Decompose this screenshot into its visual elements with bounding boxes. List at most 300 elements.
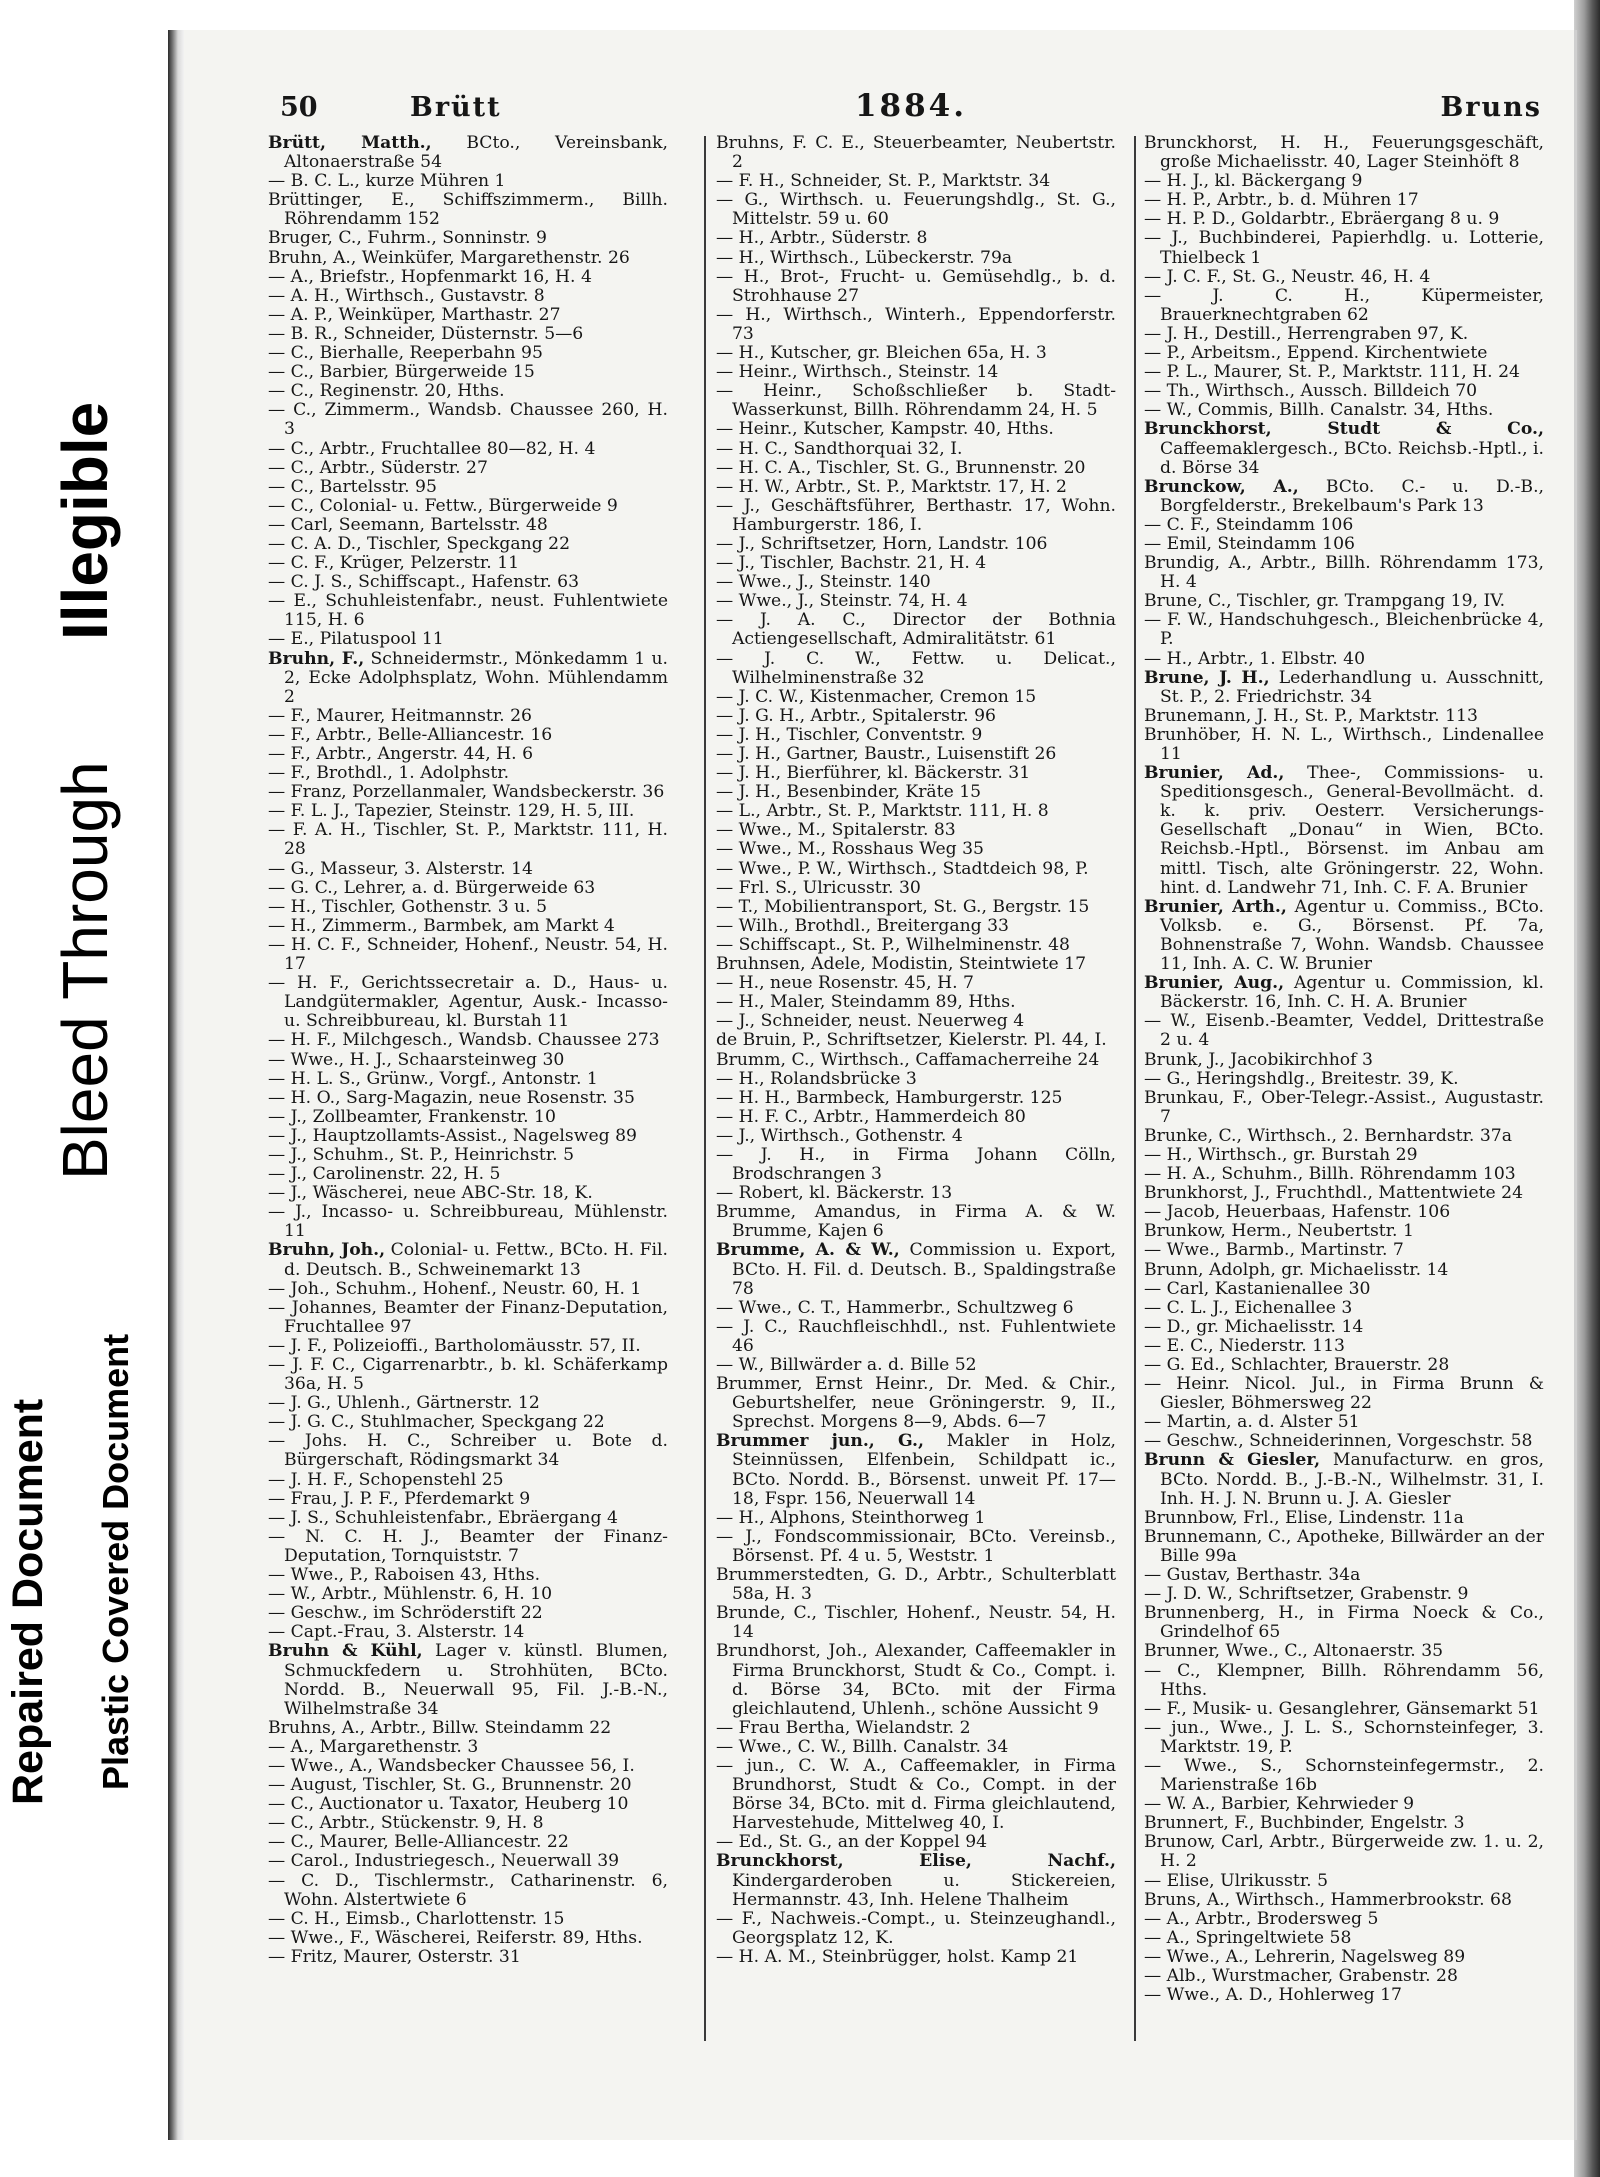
entry-text: — W., Billwärder a. d. Bille 52 bbox=[716, 1355, 977, 1375]
entry-text: BCto. C.- u. D.-B., Borgfelderstr., Brekelbaum's Park 13 bbox=[1160, 476, 1544, 516]
directory-entry bbox=[716, 1127, 1116, 1146]
entry-text: — E. C., Niederstr. 113 bbox=[1144, 1335, 1345, 1356]
directory-entry bbox=[1144, 1719, 1544, 1757]
directory-entry bbox=[268, 306, 668, 325]
entry-text: — F., Arbtr., Angerstr. 44, H. 6 bbox=[268, 744, 534, 764]
column-divider bbox=[1134, 136, 1136, 2041]
entry-text: — Wwe., S., Schornsteinfegermstr., 2. Marienstraße 16b bbox=[1144, 1755, 1544, 1796]
entry-text: — J. S., Schuhleistenfabr., Ebräergang 4 bbox=[268, 1507, 618, 1528]
entry-text: — C., Auctionator u. Taxator, Heuberg 10 bbox=[268, 1794, 629, 1815]
entry-text: — Geschw., Schneiderinnen, Vorgeschstr. 58 bbox=[1144, 1431, 1533, 1452]
entry-text: — H., Maler, Steindamm 89, Hths. bbox=[716, 992, 1016, 1013]
directory-entry bbox=[268, 382, 668, 401]
directory-entry bbox=[716, 172, 1116, 191]
directory-entry bbox=[716, 459, 1116, 478]
entry-text: — J., Schriftsetzer, Horn, Landstr. 106 bbox=[716, 533, 1048, 554]
entry-bold-name: Brunckhorst, Studt & Co., bbox=[1144, 419, 1544, 440]
directory-entry bbox=[268, 1738, 668, 1757]
directory-entry bbox=[268, 459, 668, 478]
entry-text: Brunkhorst, J., Fruchthdl., Mattentwiete 24 bbox=[1144, 1183, 1524, 1204]
directory-entry bbox=[268, 1776, 668, 1795]
directory-entry bbox=[1144, 1872, 1544, 1891]
entry-text: — Wwe., A., Wandsbecker Chaussee 56, I. bbox=[268, 1755, 635, 1776]
directory-entry bbox=[716, 1012, 1116, 1031]
entry-text: — C. A. D., Tischler, Speckgang 22 bbox=[268, 533, 571, 554]
entry-text: Bruhnsen, Adele, Modistin, Steintwiete 17 bbox=[716, 954, 1087, 975]
entry-text: Brundig, A., Arbtr., Billh. Röhrendamm 173, H. 4 bbox=[1144, 553, 1544, 593]
header-year: 1884. bbox=[854, 88, 968, 124]
directory-entry bbox=[716, 707, 1116, 726]
entry-text: — H., Alphons, Steinthorweg 1 bbox=[716, 1507, 986, 1528]
directory-entry bbox=[268, 974, 668, 1031]
directory-entry bbox=[268, 1146, 668, 1165]
directory-entry bbox=[716, 1318, 1116, 1356]
directory-entry bbox=[716, 268, 1116, 306]
entry-text: — C., Bartelsstr. 95 bbox=[268, 476, 437, 497]
directory-entry bbox=[716, 535, 1116, 554]
entry-text: — C., Barbier, Bürgerweide 15 bbox=[268, 362, 535, 383]
directory-entry bbox=[268, 1910, 668, 1929]
entry-text: Bruns, A., Wirthsch., Hammerbrookstr. 68 bbox=[1144, 1889, 1512, 1910]
entry-text: — Carl, Kastanienallee 30 bbox=[1144, 1278, 1371, 1299]
directory-entry bbox=[268, 1070, 668, 1089]
entry-text: — H., Arbtr., 1. Elbstr. 40 bbox=[1144, 648, 1366, 669]
directory-entry bbox=[716, 764, 1116, 783]
entry-bold-name: Brunckow, A., bbox=[1144, 476, 1299, 497]
entry-text: — W., Eisenb.-Beamter, Veddel, Drittestraße 2 u. 4 bbox=[1144, 1011, 1544, 1051]
entry-text: — H., Brot-, Frucht- u. Gemüsehdlg., b. d. Strohhause 27 bbox=[716, 266, 1116, 306]
header-last-name: Bruns bbox=[1440, 92, 1542, 123]
entry-text: — jun., C. W. A., Caffeemakler, in Firma Brundhorst, Studt & Co., Compt. in der Börse 34, BCto. mit d. Firma gleichlautend, Harvestehude, Mittelweg 40, I. bbox=[716, 1755, 1116, 1834]
entry-text: Brunnenberg, H., in Firma Noeck & Co., Grindelhof 65 bbox=[1144, 1603, 1544, 1643]
directory-entry bbox=[716, 745, 1116, 764]
entry-text: — J. F., Polizeioffi., Bartholomäusstr. 57, II. bbox=[268, 1335, 641, 1356]
entry-text: Commission u. Export, BCto. H. Fil. d. Deutsch. B., Spaldingstraße 78 bbox=[732, 1240, 1116, 1299]
directory-entry bbox=[268, 1604, 668, 1623]
directory-entry bbox=[268, 1642, 668, 1718]
directory-entry bbox=[716, 1356, 1116, 1375]
directory-entry bbox=[1144, 516, 1544, 535]
directory-entry bbox=[716, 879, 1116, 898]
entry-bold-name: Bruhn & Kühl, bbox=[268, 1641, 423, 1662]
entry-text: — A. P., Weinküper, Marthastr. 27 bbox=[268, 304, 561, 325]
directory-entry bbox=[1144, 1089, 1544, 1127]
entry-text: — Wwe., J., Steinstr. 74, H. 4 bbox=[716, 591, 968, 612]
entry-text: — Capt.-Frau, 3. Alsterstr. 14 bbox=[268, 1622, 525, 1643]
directory-entry bbox=[1144, 1432, 1544, 1451]
directory-entry bbox=[716, 840, 1116, 859]
directory-column-2 bbox=[716, 134, 1116, 2054]
entry-text: — J. G. C., Stuhlmacher, Speckgang 22 bbox=[268, 1412, 605, 1433]
directory-entry bbox=[716, 1031, 1116, 1050]
entry-text: — Jacob, Heuerbaas, Hafenstr. 106 bbox=[1144, 1202, 1451, 1223]
directory-entry bbox=[1144, 478, 1544, 516]
stamp-repaired-document: Repaired Document bbox=[4, 1398, 52, 1805]
directory-entry bbox=[268, 535, 668, 554]
directory-entry bbox=[716, 573, 1116, 592]
entry-text: — F., Arbtr., Belle-Alliancestr. 16 bbox=[268, 724, 553, 745]
entry-text: — H. P., Arbtr., b. d. Mühren 17 bbox=[1144, 190, 1419, 211]
directory-entry bbox=[268, 1719, 668, 1738]
entry-text: — W., Commis, Billh. Canalstr. 34, Hths. bbox=[1144, 400, 1494, 421]
directory-entry bbox=[716, 860, 1116, 879]
directory-entry bbox=[268, 745, 668, 764]
entry-text: — jun., Wwe., J. L. S., Schornsteinfeger, 3. Marktstr. 19, P. bbox=[1144, 1717, 1544, 1757]
entry-text: Brunnert, F., Buchbinder, Engelstr. 3 bbox=[1144, 1813, 1465, 1834]
directory-entry bbox=[1144, 1929, 1544, 1948]
directory-entry bbox=[268, 1471, 668, 1490]
entry-text: — H. F., Gerichtssecretair a. D., Haus- u. Landgütermakler, Agentur, Ausk.- Incasso- u. Schreibbureau, kl. Burstah 11 bbox=[268, 973, 668, 1032]
directory-entry bbox=[716, 1070, 1116, 1089]
archive-stamp-strip bbox=[0, 0, 160, 2177]
entry-text: BCto., Vereinsbank, Altonaerstraße 54 bbox=[284, 134, 668, 173]
directory-entry bbox=[268, 1566, 668, 1585]
directory-entry bbox=[716, 1566, 1116, 1604]
entry-text: — J. C. H., Küpermeister, Brauerknechtgraben 62 bbox=[1144, 285, 1544, 325]
entry-text: — Wwe., F., Wäscherei, Reiferstr. 89, Hths. bbox=[268, 1927, 643, 1948]
entry-text: — J., Fondscommissionair, BCto. Vereinsb., Börsenst. Pf. 4 u. 5, Weststr. 1 bbox=[716, 1526, 1116, 1566]
entry-text: Thee-, Commissions- u. Speditionsgesch., General-Bevollmächt. d. k. k. priv. Oesterr. Versicherungs-Gesellschaft „Donau“ in Wien, BCto. Reichsb.-Hptl., Börsenst. im Anbau am mittl. Tisch, alte Gröningerstr. 22, Wohn. hint. d. Landwehr 71, Inh. C. F. A. Brunier bbox=[1160, 763, 1544, 898]
directory-entry bbox=[268, 1127, 668, 1146]
entry-text: — Wwe., C. T., Hammerbr., Schultzweg 6 bbox=[716, 1297, 1074, 1318]
directory-entry bbox=[1144, 764, 1544, 898]
entry-text: — E., Pilatuspool 11 bbox=[268, 629, 444, 650]
entry-text: — H., Wirthsch., gr. Burstah 29 bbox=[1144, 1144, 1418, 1165]
entry-text: — Johannes, Beamter der Finanz-Deputation, Fruchtallee 97 bbox=[268, 1297, 668, 1337]
directory-entry bbox=[716, 1719, 1116, 1738]
stamp-bleed-through: Bleed Through bbox=[49, 761, 121, 1180]
entry-bold-name: Bruhn, F., bbox=[268, 648, 365, 669]
directory-entry bbox=[268, 1241, 668, 1279]
directory-entry bbox=[1144, 898, 1544, 974]
directory-entry bbox=[1144, 554, 1544, 592]
directory-entry bbox=[1144, 363, 1544, 382]
directory-entry bbox=[268, 1089, 668, 1108]
entry-text: Brunow, Carl, Arbtr., Bürgerweide zw. 1. u. 2, H. 2 bbox=[1144, 1832, 1544, 1872]
entry-text: Brunhöber, H. N. L., Wirthsch., Lindenallee 11 bbox=[1144, 724, 1544, 764]
directory-entry bbox=[1144, 707, 1544, 726]
entry-text: — F., Nachweis.-Compt., u. Steinzeughandl., Georgsplatz 12, K. bbox=[716, 1908, 1116, 1948]
directory-entry bbox=[268, 1852, 668, 1871]
directory-entry bbox=[1144, 210, 1544, 229]
entry-text: — H. F. C., Arbtr., Hammerdeich 80 bbox=[716, 1106, 1026, 1127]
directory-entry bbox=[1144, 1184, 1544, 1203]
entry-text: — J. F. C., Cigarrenarbtr., b. kl. Schäferkamp 36a, H. 5 bbox=[268, 1355, 668, 1395]
directory-entry bbox=[268, 268, 668, 287]
entry-text: Agentur u. Commission, kl. Bäckerstr. 16, Inh. C. H. A. Brunier bbox=[1160, 973, 1544, 1013]
entry-text: — Heinr., Schoßschließer b. Stadt-Wasserkunst, Billh. Röhrendamm 24, H. 5 bbox=[716, 381, 1116, 421]
directory-entry bbox=[716, 420, 1116, 439]
entry-text: — F. A. H., Tischler, St. P., Marktstr. 111, H. 28 bbox=[268, 820, 668, 860]
entry-text: — D., gr. Michaelisstr. 14 bbox=[1144, 1316, 1364, 1337]
entry-text: — J. G. H., Arbtr., Spitalerstr. 96 bbox=[716, 705, 996, 726]
directory-entry bbox=[716, 363, 1116, 382]
directory-entry bbox=[268, 821, 668, 859]
entry-text: — J., Schuhm., St. P., Heinrichstr. 5 bbox=[268, 1144, 575, 1165]
entry-text: Lederhandlung u. Ausschnitt, St. P., 2. Friedrichstr. 34 bbox=[1160, 667, 1544, 707]
directory-page bbox=[184, 30, 1577, 2140]
entry-text: — A., Briefstr., Hopfenmarkt 16, H. 4 bbox=[268, 266, 592, 287]
entry-text: — C., Arbtr., Stückenstr. 9, H. 8 bbox=[268, 1813, 544, 1834]
directory-entry bbox=[268, 1757, 668, 1776]
directory-entry bbox=[716, 688, 1116, 707]
entry-text: — A., Springeltwiete 58 bbox=[1144, 1927, 1352, 1948]
directory-entry bbox=[268, 726, 668, 745]
entry-text: — C. J. S., Schiffscapt., Hafenstr. 63 bbox=[268, 572, 580, 593]
directory-entry bbox=[268, 1432, 668, 1470]
directory-entry bbox=[1144, 401, 1544, 420]
directory-entry bbox=[716, 344, 1116, 363]
directory-entry bbox=[1144, 1604, 1544, 1642]
entry-text: — B. C. L., kurze Mühren 1 bbox=[268, 171, 506, 192]
entry-text: — Joh., Schuhm., Hohenf., Neustr. 60, H. 1 bbox=[268, 1278, 642, 1299]
directory-entry bbox=[1144, 1203, 1544, 1222]
entry-text: — Franz, Porzellanmaler, Wandsbeckerstr. 36 bbox=[268, 782, 665, 803]
directory-entry bbox=[1144, 1967, 1544, 1986]
entry-text: — P. L., Maurer, St. P., Marktstr. 111, H. 24 bbox=[1144, 362, 1520, 383]
directory-entry bbox=[268, 1299, 668, 1337]
directory-entry bbox=[268, 1490, 668, 1509]
entry-text: — J. D. W., Schriftsetzer, Grabenstr. 9 bbox=[1144, 1584, 1469, 1605]
directory-entry bbox=[268, 1165, 668, 1184]
entry-text: — H. C., Sandthorquai 32, I. bbox=[716, 438, 963, 459]
entry-text: — Th., Wirthsch., Aussch. Billdeich 70 bbox=[1144, 381, 1478, 402]
entry-text: — J., Geschäftsführer, Berthastr. 17, Wohn. Hamburgerstr. 186, I. bbox=[716, 495, 1116, 535]
entry-text: — G. C., Lehrer, a. d. Bürgerweide 63 bbox=[268, 877, 596, 898]
entry-text: — F. W., Handschuhgesch., Bleichenbrücke 4, P. bbox=[1144, 610, 1544, 650]
entry-text: — Ed., St. G., an der Koppel 94 bbox=[716, 1832, 988, 1853]
entry-text: — C., Zimmerm., Wandsb. Chaussee 260, H. 3 bbox=[268, 400, 668, 440]
directory-entry bbox=[716, 936, 1116, 955]
directory-entry bbox=[716, 1241, 1116, 1298]
directory-entry bbox=[268, 1337, 668, 1356]
entry-text: — Frau Bertha, Wielandstr. 2 bbox=[716, 1717, 971, 1738]
directory-entry bbox=[268, 783, 668, 802]
entry-text: — Wwe., M., Spitalerstr. 83 bbox=[716, 820, 956, 841]
entry-text: — Alb., Wurstmacher, Grabenstr. 28 bbox=[1144, 1966, 1458, 1986]
directory-entry bbox=[716, 554, 1116, 573]
entry-text: — H., Wirthsch., Lübeckerstr. 79a bbox=[716, 247, 1013, 268]
directory-entry bbox=[716, 1738, 1116, 1757]
entry-text: — J., Incasso- u. Schreibbureau, Mühlenstr. 11 bbox=[268, 1202, 668, 1242]
directory-entry bbox=[268, 1280, 668, 1299]
directory-entry bbox=[268, 440, 668, 459]
directory-entry bbox=[268, 1528, 668, 1566]
entry-text: — C., Klempner, Billh. Röhrendamm 56, Hths. bbox=[1144, 1660, 1544, 1700]
directory-entry bbox=[716, 382, 1116, 420]
entry-text: Brumme, Amandus, in Firma A. & W. Brumme, Kajen 6 bbox=[716, 1202, 1116, 1242]
directory-entry bbox=[716, 1432, 1116, 1508]
directory-entry bbox=[1144, 1451, 1544, 1508]
entry-text: — Wwe., A. D., Hohlerweg 17 bbox=[1144, 1985, 1402, 2006]
entry-text: Bruhns, F. C. E., Steuerbeamter, Neubertstr. 2 bbox=[716, 134, 1116, 173]
directory-entry bbox=[716, 993, 1116, 1012]
entry-text: Bruger, C., Fuhrm., Sonninstr. 9 bbox=[268, 228, 547, 249]
entry-text: — A. H., Wirthsch., Gustavstr. 8 bbox=[268, 285, 545, 306]
entry-text: — H. W., Arbtr., St. P., Marktstr. 17, H. 2 bbox=[716, 476, 1067, 497]
directory-entry bbox=[1144, 1299, 1544, 1318]
directory-entry bbox=[268, 650, 668, 707]
directory-entry bbox=[1144, 1910, 1544, 1929]
entry-text: — J. H., Bierführer, kl. Bäckerstr. 31 bbox=[716, 763, 1031, 784]
entry-text: — C. F., Krüger, Pelzerstr. 11 bbox=[268, 553, 520, 574]
directory-entry bbox=[268, 573, 668, 592]
directory-entry bbox=[1144, 1814, 1544, 1833]
directory-entry bbox=[1144, 1585, 1544, 1604]
directory-entry bbox=[1144, 1280, 1544, 1299]
directory-entry bbox=[268, 592, 668, 630]
entry-text: — F., Musik- u. Gesanglehrer, Gänsemarkt 51 bbox=[1144, 1698, 1540, 1719]
directory-entry bbox=[1144, 1070, 1544, 1089]
directory-entry bbox=[1144, 1012, 1544, 1050]
entry-text: — G., Wirthsch. u. Feuerungshdlg., St. G., Mittelstr. 59 u. 60 bbox=[716, 190, 1116, 230]
entry-text: — C., Arbtr., Süderstr. 27 bbox=[268, 457, 488, 478]
entry-text: — H., Tischler, Gothenstr. 3 u. 5 bbox=[268, 896, 548, 917]
entry-text: — Heinr. Nicol. Jul., in Firma Brunn & Giesler, Böhmersweg 22 bbox=[1144, 1374, 1544, 1414]
entry-text: — J. H., Tischler, Conventstr. 9 bbox=[716, 724, 983, 745]
entry-text: — Carl, Seemann, Bartelsstr. 48 bbox=[268, 514, 548, 535]
entry-text: — J. H. F., Schopenstehl 25 bbox=[268, 1469, 504, 1490]
directory-entry bbox=[268, 1795, 668, 1814]
entry-text: — H., Kutscher, gr. Bleichen 65a, H. 3 bbox=[716, 343, 1047, 364]
entry-text: — H. C. F., Schneider, Hohenf., Neustr. 54, H. 17 bbox=[268, 934, 668, 975]
entry-text: Brunnbow, Frl., Elise, Lindenstr. 11a bbox=[1144, 1507, 1464, 1528]
directory-entry bbox=[1144, 420, 1544, 477]
directory-entry bbox=[1144, 592, 1544, 611]
entry-bold-name: Brunn & Giesler, bbox=[1144, 1450, 1321, 1471]
directory-entry bbox=[1144, 1165, 1544, 1184]
page-header bbox=[280, 88, 1542, 128]
entry-text: — J. H., Besenbinder, Kräte 15 bbox=[716, 782, 982, 803]
entry-text: Schneidermstr., Mönkedamm 1 u. 2, Ecke Adolphsplatz, Wohn. Mühlendamm 2 bbox=[284, 648, 668, 707]
directory-entry bbox=[716, 1509, 1116, 1528]
directory-entry bbox=[268, 1203, 668, 1241]
directory-entry bbox=[268, 249, 668, 268]
directory-entry bbox=[268, 497, 668, 516]
entry-text: — J. H., in Firma Johann Cölln, Brodschrangen 3 bbox=[716, 1144, 1116, 1185]
directory-entry bbox=[716, 440, 1116, 459]
entry-text: — C., Colonial- u. Fettw., Bürgerweide 9 bbox=[268, 495, 618, 516]
entry-text: — H. A., Schuhm., Billh. Röhrendamm 103 bbox=[1144, 1164, 1516, 1185]
entry-text: — H., Zimmerm., Barmbek, am Markt 4 bbox=[268, 915, 615, 936]
entry-text: — F., Brothdl., 1. Adolphstr. bbox=[268, 763, 510, 784]
directory-entry bbox=[1144, 1528, 1544, 1566]
entry-text: — Schiffscapt., St. P., Wilhelminenstr. 48 bbox=[716, 934, 1070, 955]
directory-entry bbox=[1144, 1509, 1544, 1528]
entry-text: — J. C. W., Fettw. u. Delicat., Wilhelminenstraße 32 bbox=[716, 648, 1116, 688]
directory-entry bbox=[268, 229, 668, 248]
directory-entry bbox=[716, 802, 1116, 821]
entry-text: — Wwe., M., Rosshaus Weg 35 bbox=[716, 839, 984, 860]
directory-entry bbox=[1144, 1948, 1544, 1967]
entry-text: — Martin, a. d. Alster 51 bbox=[1144, 1412, 1360, 1433]
directory-entry bbox=[268, 1108, 668, 1127]
entry-text: — G., Masseur, 3. Alsterstr. 14 bbox=[268, 858, 533, 879]
entry-text: — Geschw., im Schröderstift 22 bbox=[268, 1603, 543, 1624]
entry-text: — P., Arbeitsm., Eppend. Kirchentwiete bbox=[1144, 343, 1488, 364]
entry-text: — F., Maurer, Heitmannstr. 26 bbox=[268, 705, 532, 726]
entry-text: — Johs. H. C., Schreiber u. Bote d. Bürgerschaft, Rödingsmarkt 34 bbox=[268, 1431, 668, 1471]
entry-text: Brummer, Ernst Heinr., Dr. Med. & Chir., Geburtshelfer, neue Gröningerstr. 9, II., Sprechst. Morgens 8—9, Abds. 6—7 bbox=[716, 1374, 1116, 1433]
entry-text: Agentur u. Commiss., BCto. Volksb. e. G., Börsenst. Pf. 7a, Bohnenstraße 7, Wohn. Wandsb. Chaussee 11, Inh. A. C. W. Brunier bbox=[1160, 896, 1544, 975]
entry-text: — J. H., Destill., Herrengraben 97, K. bbox=[1144, 323, 1469, 344]
entry-text: — H. L. S., Grünw., Vorgf., Antonstr. 1 bbox=[268, 1068, 598, 1089]
directory-entry bbox=[716, 229, 1116, 248]
entry-text: — C. D., Tischlermstr., Catharinenstr. 6, Wohn. Alstertwiete 6 bbox=[268, 1870, 668, 1910]
entry-text: — H. J., kl. Bäckergang 9 bbox=[1144, 171, 1363, 192]
entry-text: — F. H., Schneider, St. P., Marktstr. 34 bbox=[716, 171, 1051, 192]
directory-entry bbox=[1144, 1051, 1544, 1070]
directory-entry bbox=[268, 936, 668, 974]
entry-text: — Wwe., C. W., Billh. Canalstr. 34 bbox=[716, 1736, 1009, 1757]
entry-text: — J., Zollbeamter, Frankenstr. 10 bbox=[268, 1106, 556, 1127]
directory-entry bbox=[1144, 134, 1544, 172]
directory-entry bbox=[716, 650, 1116, 688]
directory-entry bbox=[268, 1872, 668, 1910]
entry-text: — W. A., Barbier, Kehrwieder 9 bbox=[1144, 1794, 1415, 1815]
entry-text: — J. A. C., Director der Bothnia Actiengesellschaft, Admiralitätstr. 61 bbox=[716, 610, 1116, 650]
directory-entry bbox=[268, 1356, 668, 1394]
entry-text: Brüttinger, E., Schiffszimmerm., Billh. Röhrendamm 152 bbox=[268, 190, 668, 230]
directory-entry bbox=[268, 172, 668, 191]
directory-entry bbox=[1144, 1986, 1544, 2005]
entry-bold-name: Brütt, Matth., bbox=[268, 134, 432, 153]
entry-bold-name: Brumme, A. & W., bbox=[716, 1240, 900, 1261]
directory-entry bbox=[716, 306, 1116, 344]
directory-entry bbox=[716, 1948, 1116, 1967]
directory-entry bbox=[268, 898, 668, 917]
directory-entry bbox=[268, 1394, 668, 1413]
directory-entry bbox=[1144, 382, 1544, 401]
entry-text: Manufacturw. en gros, BCto. Nordd. B., J.-B.-N., Wilhelmstr. 31, I. Inh. H. J. N. Brunn u. J. A. Giesler bbox=[1160, 1450, 1544, 1509]
entry-text: Brune, C., Tischler, gr. Trampgang 19, IV. bbox=[1144, 591, 1506, 612]
entry-text: — Wwe., H. J., Schaarsteinweg 30 bbox=[268, 1049, 565, 1070]
directory-entry bbox=[268, 134, 668, 172]
directory-entry bbox=[716, 1089, 1116, 1108]
entry-bold-name: Bruhn, Joh., bbox=[268, 1240, 386, 1261]
entry-text: — J. C., Rauchfleischhdl., nst. Fuhlentwiete 46 bbox=[716, 1316, 1116, 1356]
directory-entry bbox=[716, 249, 1116, 268]
entry-text: Brumm, C., Wirthsch., Caffamacherreihe 24 bbox=[716, 1049, 1100, 1070]
directory-entry bbox=[268, 1184, 668, 1203]
directory-entry bbox=[268, 1623, 668, 1642]
directory-entry bbox=[1144, 1127, 1544, 1146]
entry-text: — Elise, Ulrikusstr. 5 bbox=[1144, 1870, 1329, 1891]
entry-text: — F. L. J., Tapezier, Steinstr. 129, H. 5, III. bbox=[268, 801, 635, 822]
entry-text: — Wwe., Barmb., Martinstr. 7 bbox=[1144, 1240, 1404, 1261]
entry-text: — Wwe., A., Lehrerin, Nagelsweg 89 bbox=[1144, 1946, 1466, 1967]
directory-entry bbox=[1144, 1241, 1544, 1260]
entry-text: Brunkow, Herm., Neubertstr. 1 bbox=[1144, 1221, 1414, 1242]
entry-text: — H., neue Rosenstr. 45, H. 7 bbox=[716, 973, 974, 994]
directory-entry bbox=[716, 1604, 1116, 1642]
directory-entry bbox=[716, 1184, 1116, 1203]
directory-entry bbox=[268, 1814, 668, 1833]
entry-text: Brummerstedten, G. D., Arbtr., Schulterblatt 58a, H. 3 bbox=[716, 1565, 1116, 1605]
entry-text: Brunke, C., Wirthsch., 2. Bernhardstr. 37a bbox=[1144, 1125, 1512, 1146]
directory-entry bbox=[268, 401, 668, 439]
directory-entry bbox=[268, 1051, 668, 1070]
entry-text: — J., Buchbinderei, Papierhdlg. u. Lotterie, Thielbeck 1 bbox=[1144, 228, 1544, 268]
entry-bold-name: Brune, J. H., bbox=[1144, 667, 1270, 688]
entry-text: — C. F., Steindamm 106 bbox=[1144, 514, 1354, 535]
directory-entry bbox=[268, 917, 668, 936]
entry-text: — August, Tischler, St. G., Brunnenstr. 20 bbox=[268, 1775, 632, 1796]
entry-text: — L., Arbtr., St. P., Marktstr. 111, H. 8 bbox=[716, 801, 1049, 822]
directory-entry bbox=[1144, 1700, 1544, 1719]
directory-entry bbox=[716, 974, 1116, 993]
directory-entry bbox=[1144, 1222, 1544, 1241]
